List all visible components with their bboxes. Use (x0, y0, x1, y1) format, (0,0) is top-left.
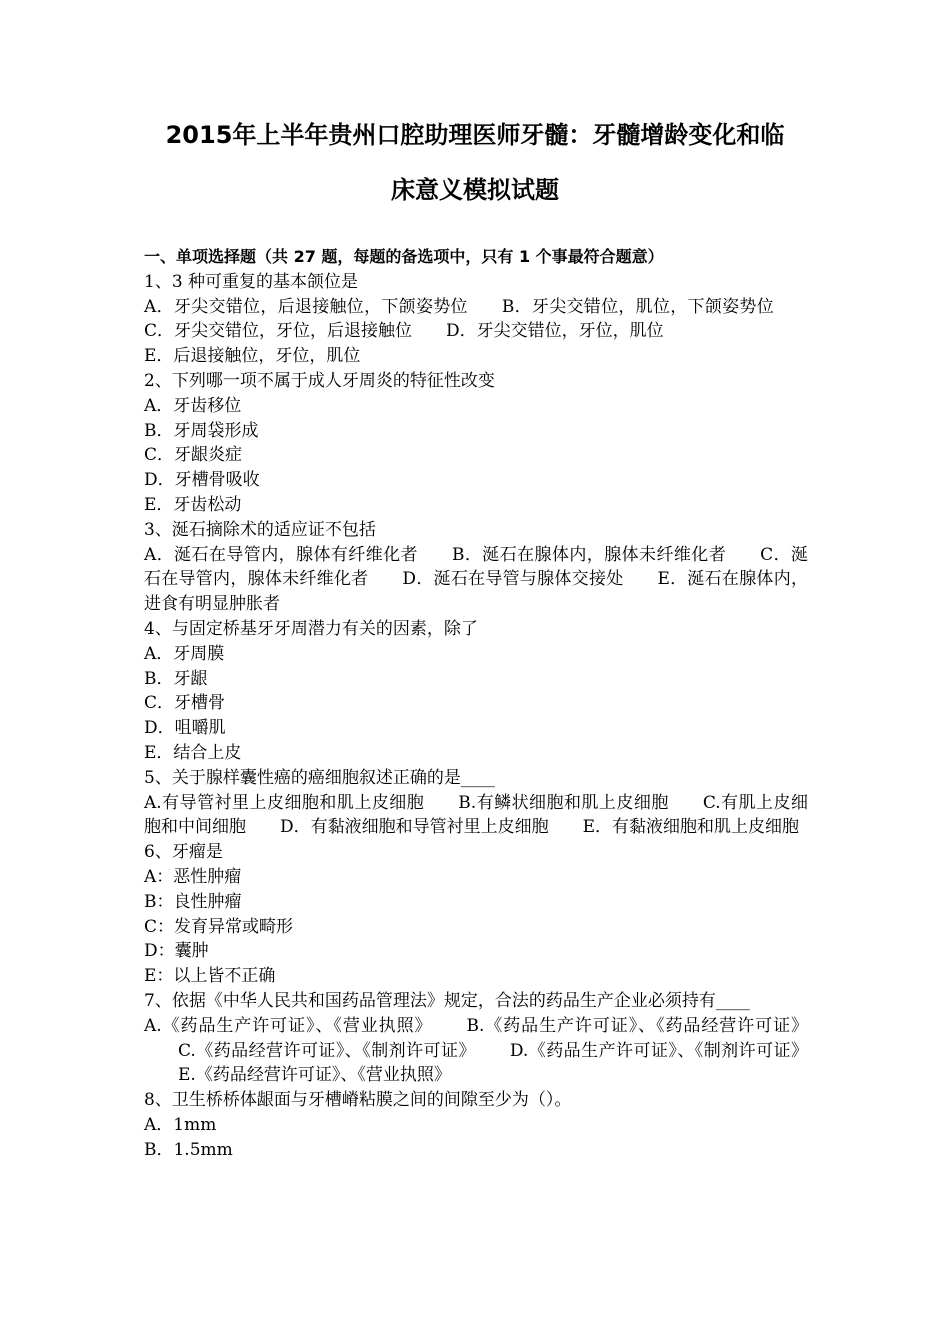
option: E．结合上皮 (144, 742, 242, 763)
option: C：发育异常或畸形 (144, 916, 294, 937)
option-group (144, 295, 808, 369)
option: B．牙龈 (144, 668, 208, 689)
question-stem: 6、牙瘤是 (144, 842, 223, 863)
option: E：以上皆不正确 (144, 966, 276, 987)
question-stem: 3、涎石摘除术的适应证不包括 (144, 519, 376, 540)
option: C.《药品经营许可证》、《制剂许可证》 (178, 1040, 476, 1061)
option: A．牙齿移位 (144, 395, 242, 416)
option: A．牙周膜 (144, 643, 225, 664)
option: C．牙龈炎症 (144, 445, 243, 466)
option: E．有黏液细胞和肌上皮细胞 (582, 817, 800, 838)
option: A.《药品生产许可证》、《营业执照》 (144, 1015, 433, 1036)
option: D．牙尖交错位，牙位，肌位 (446, 321, 664, 342)
option: B：良性肿瘤 (144, 891, 242, 912)
option: B．1.5mm (144, 1139, 233, 1160)
option-group (144, 543, 808, 617)
option: D．涎石在导管与腺体交接处 (402, 569, 624, 590)
option: B.《药品生产许可证》、《药品经营许可证》 (466, 1015, 808, 1036)
option: D．牙槽骨吸收 (144, 470, 260, 491)
question-stem: 5、关于腺样囊性癌的癌细胞叙述正确的是____ (144, 767, 495, 788)
option-group (144, 1014, 808, 1088)
question-stem: 4、与固定桥基牙牙周潜力有关的因素，除了 (144, 618, 478, 639)
option: E．涎石在腺体内，进食有明显肿胀者 (144, 569, 808, 615)
option: D．咀嚼肌 (144, 718, 226, 739)
option: E．牙齿松动 (144, 494, 242, 515)
option: D：囊肿 (144, 941, 209, 962)
option: C．牙槽骨 (144, 693, 226, 714)
question-stem: 7、依据《中华人民共和国药品管理法》规定，合法的药品生产企业必须持有____ (144, 990, 750, 1011)
option: C．涎石在导管内，腺体未纤维化者 (144, 544, 808, 590)
option: A．牙尖交错位，后退接触位，下颌姿势位 (144, 296, 468, 317)
option-group (144, 791, 808, 841)
option: D．有黏液细胞和导管衬里上皮细胞 (280, 817, 549, 838)
option: C.有肌上皮细胞和中间细胞 (144, 792, 808, 838)
section-heading: 一、单项选择题（共 27 题，每题的备选项中，只有 1 个事最符合题意） (144, 247, 664, 266)
question-stem: 2、下列哪一项不属于成人牙周炎的特征性改变 (144, 370, 495, 391)
option: B．牙周袋形成 (144, 420, 259, 441)
option: B．牙尖交错位，肌位，下颌姿势位 (501, 296, 774, 317)
document-title-line-1: 2015年上半年贵州口腔助理医师牙髓：牙髓增龄变化和临 (165, 121, 785, 149)
option: D.《药品生产许可证》、《制剂许可证》 (509, 1040, 808, 1061)
option: E.《药品经营许可证》、《营业执照》 (178, 1065, 451, 1086)
option: A．1mm (144, 1114, 217, 1135)
option: A：恶性肿瘤 (144, 866, 242, 887)
option: A．涎石在导管内，腺体有纤维化者 (144, 544, 418, 565)
option: B.有鳞状细胞和肌上皮细胞 (458, 792, 669, 813)
option: E．后退接触位，牙位，肌位 (144, 346, 361, 367)
option: C．牙尖交错位，牙位，后退接触位 (144, 321, 413, 342)
option: B．涎石在腺体内，腺体未纤维化者 (451, 544, 727, 565)
document-body (144, 245, 808, 1162)
document-title-line-2: 床意义模拟试题 (391, 176, 559, 204)
question-stem: 1、3 种可重复的基本颌位是 (144, 271, 359, 292)
option: A.有导管衬里上皮细胞和肌上皮细胞 (144, 792, 425, 813)
question-stem: 8、卫生桥桥体龈面与牙槽嵴粘膜之间的间隙至少为（）。 (144, 1090, 572, 1111)
